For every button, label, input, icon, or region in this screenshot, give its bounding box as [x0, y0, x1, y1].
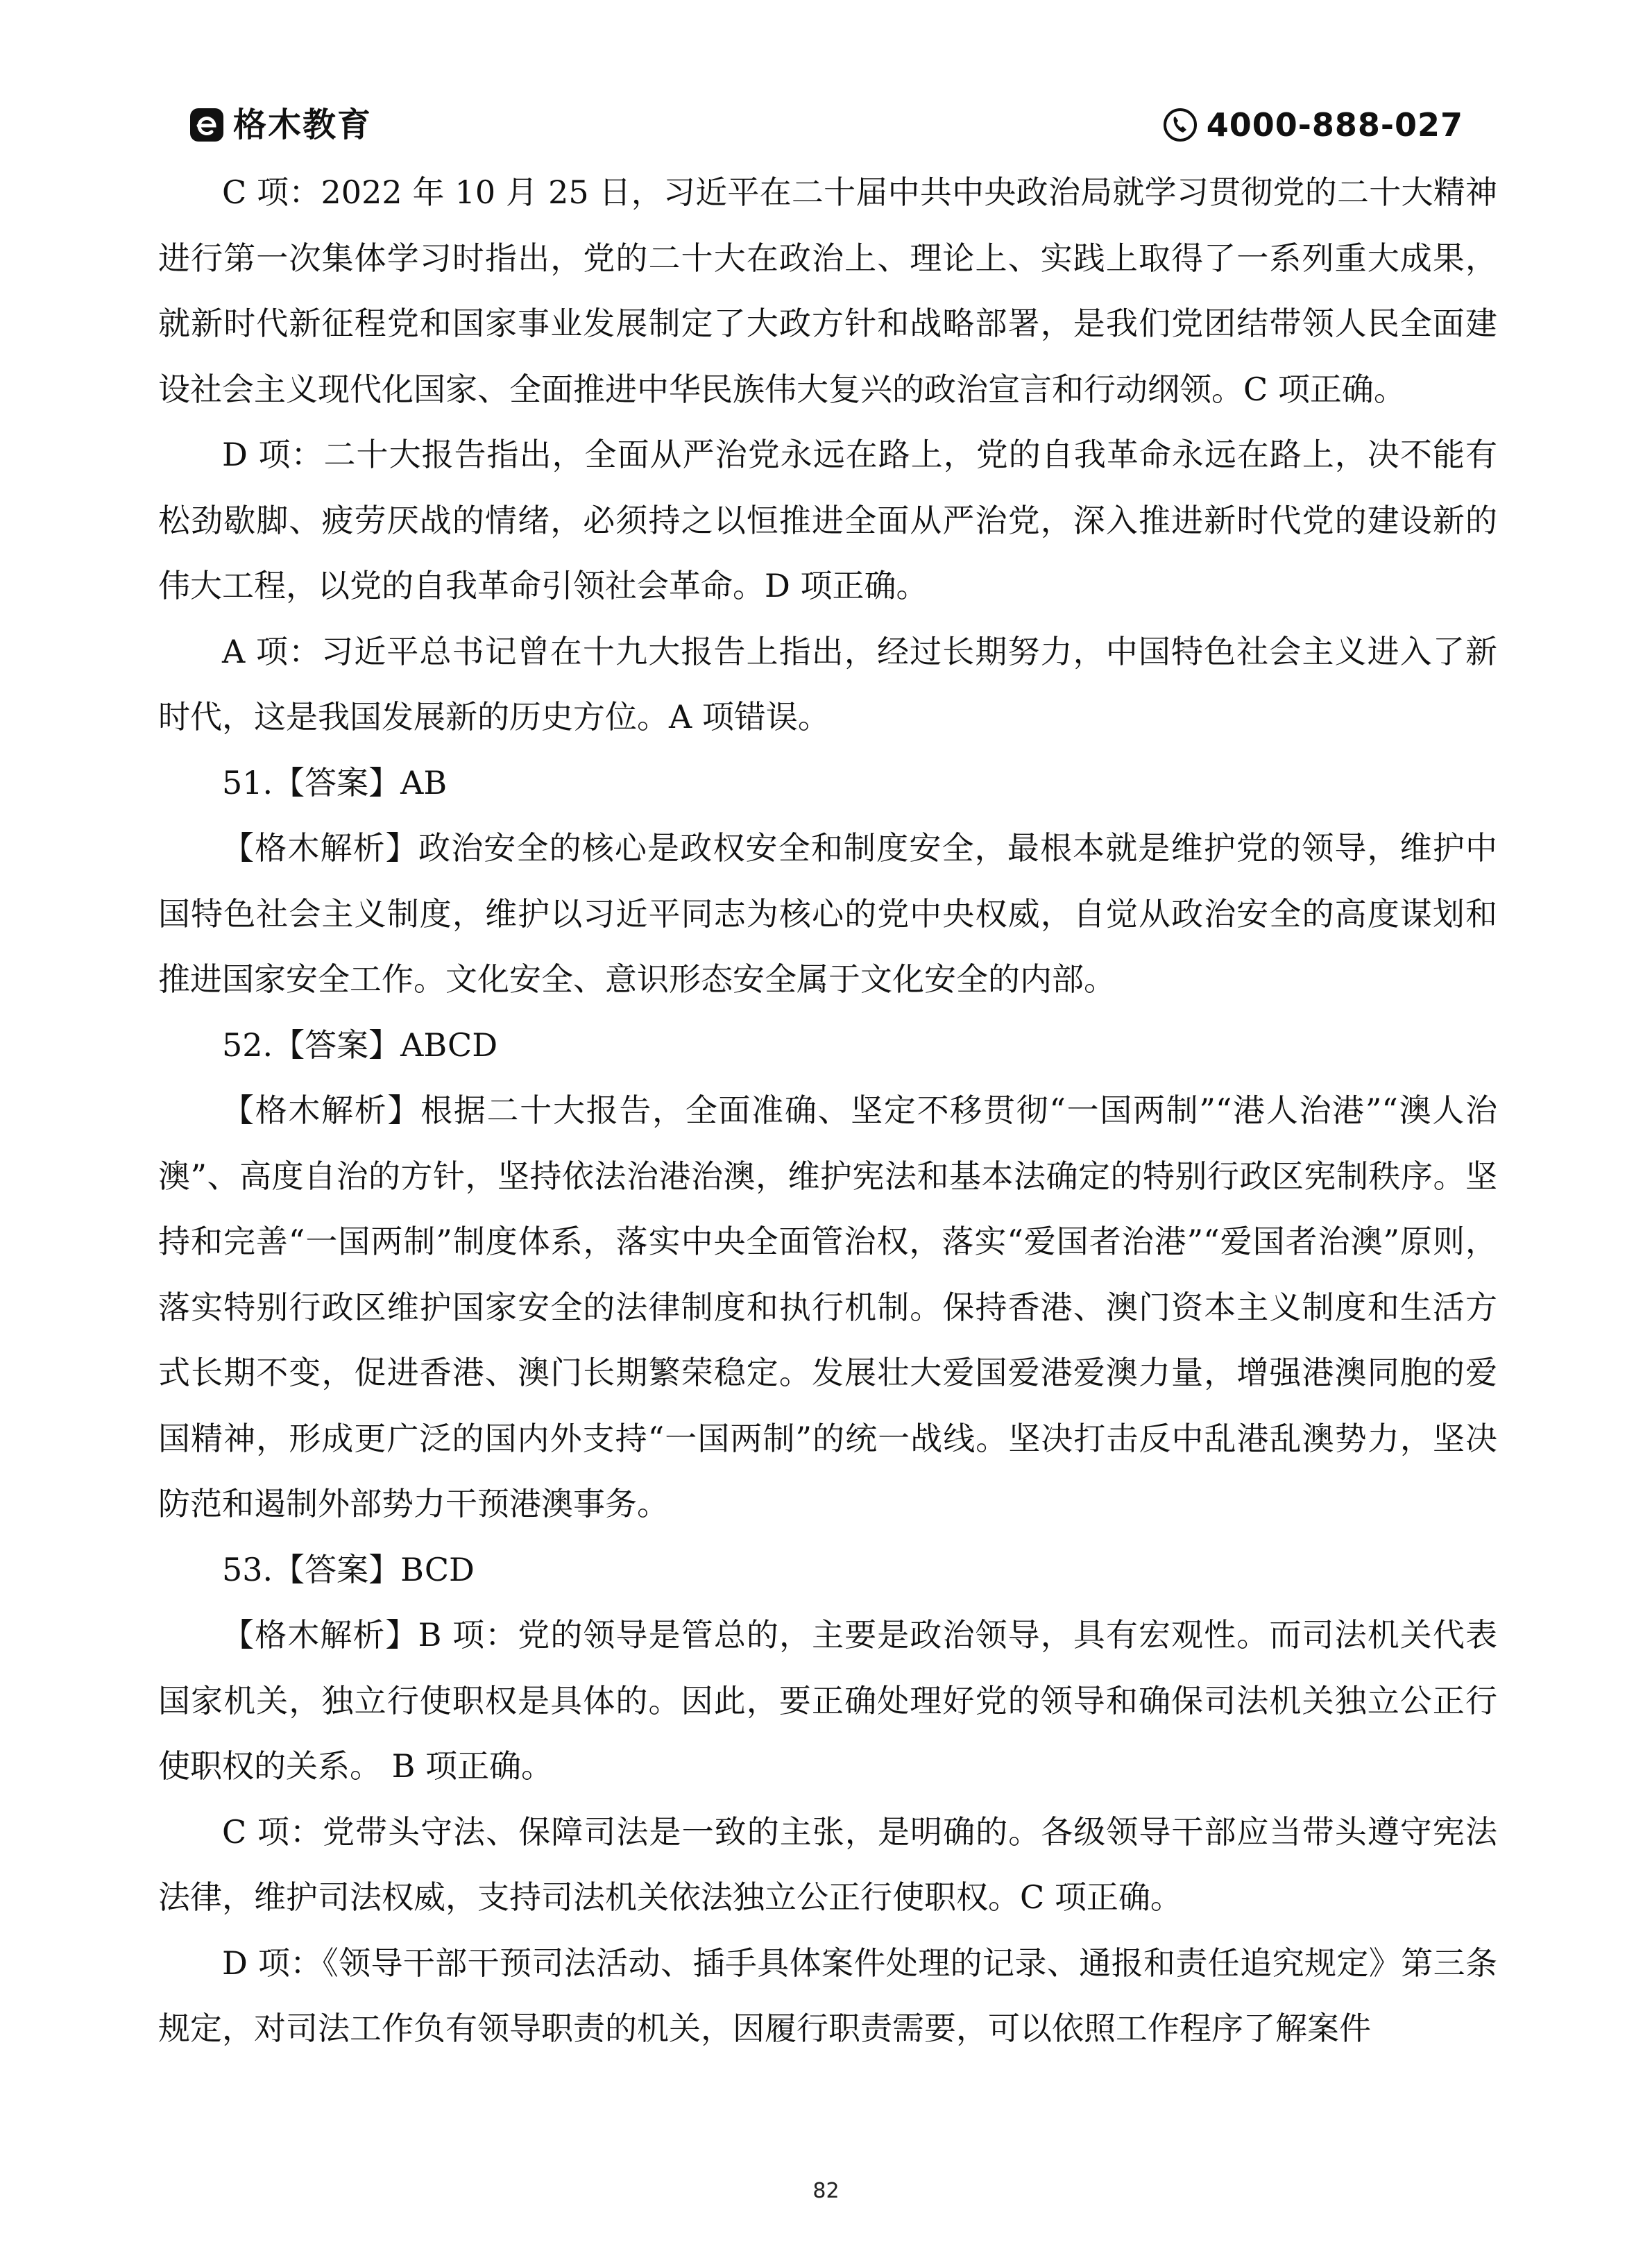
- hotline-number: 4000-888-027: [1206, 106, 1463, 144]
- analysis-51: 【格木解析】政治安全的核心是政权安全和制度安全，最根本就是维护党的领导，维护中国特色社会主义制度，维护以习近平同志为核心的党中央权威，自觉从政治安全的高度谋划和推进国家安全工作。文化安全、意识形态安全属于文化安全的内部。: [158, 829, 1497, 998]
- answer-51: 51.【答案】AB: [222, 763, 448, 801]
- page-number: 82: [812, 2179, 840, 2203]
- phone-icon: [1162, 107, 1198, 143]
- page-header: [0, 0, 1652, 167]
- paragraph-option-c: C 项：2022 年 10 月 25 日，习近平在二十届中共中央政治局就学习贯彻党的二十大精神进行第一次集体学习时指出，党的二十大在政治上、理论上、实践上取得了一系列重大成果，就新时代新征程党和国家事业发展制定了大政方针和战略部署，是我们党团结带领人民全面建设社会主义现代化国家、全面推进中华民族伟大复兴的政治宣言和行动纲领。C 项正确。: [158, 173, 1497, 408]
- brand-name: 格木教育: [233, 105, 373, 144]
- answer-52: 52.【答案】ABCD: [222, 1026, 498, 1064]
- analysis-53-option-c: C 项：党带头守法、保障司法是一致的主张，是明确的。各级领导干部应当带头遵守宪法法律，维护司法权威，支持司法机关依法独立公正行使职权。C 项正确。: [158, 1812, 1497, 1916]
- paragraph-option-a: A 项：习近平总书记曾在十九大报告上指出，经过长期努力，中国特色社会主义进入了新时代，这是我国发展新的历史方位。A 项错误。: [158, 632, 1497, 736]
- document-body: [158, 160, 1497, 2062]
- paragraph-option-d: D 项：二十大报告指出，全面从严治党永远在路上，党的自我革命永远在路上，决不能有松劲歇脚、疲劳厌战的情绪，必须持之以恒推进全面从严治党，深入推进新时代党的建设新的伟大工程，以党的自我革命引领社会革命。D 项正确。: [158, 436, 1497, 604]
- answer-53: 53.【答案】BCD: [222, 1550, 475, 1588]
- brand-logo-icon: [189, 107, 225, 143]
- hotline: [1162, 103, 1463, 147]
- analysis-53-option-d: D 项：《领导干部干预司法活动、插手具体案件处理的记录、通报和责任追究规定》第三条规定，对司法工作负有领导职责的机关，因履行职责需要，可以依照工作程序了解案件: [158, 1944, 1497, 2047]
- analysis-53-option-b: 【格木解析】B 项：党的领导是管总的，主要是政治领导，具有宏观性。而司法机关代表国家机关，独立行使职权是具体的。因此，要正确处理好党的领导和确保司法机关独立公正行使职权的关系。 B 项正确。: [158, 1616, 1497, 1785]
- analysis-52: 【格木解析】根据二十大报告，全面准确、坚定不移贯彻“一国两制”“港人治港”“澳人治澳”、高度自治的方针，坚持依法治港治澳，维护宪法和基本法确定的特别行政区宪制秩序。坚持和完善“一国两制”制度体系，落实中央全面管治权，落实“爱国者治港”“爱国者治澳”原则，落实特别行政区维护国家安全的法律制度和执行机制。保持香港、澳门资本主义制度和生活方式长期不变，促进香港、澳门长期繁荣稳定。发展壮大爱国爱港爱澳力量，增强港澳同胞的爱国精神，形成更广泛的国内外支持“一国两制”的统一战线。坚决打击反中乱港乱澳势力，坚决防范和遏制外部势力干预港澳事务。: [158, 1092, 1497, 1522]
- brand-logo: [189, 103, 372, 147]
